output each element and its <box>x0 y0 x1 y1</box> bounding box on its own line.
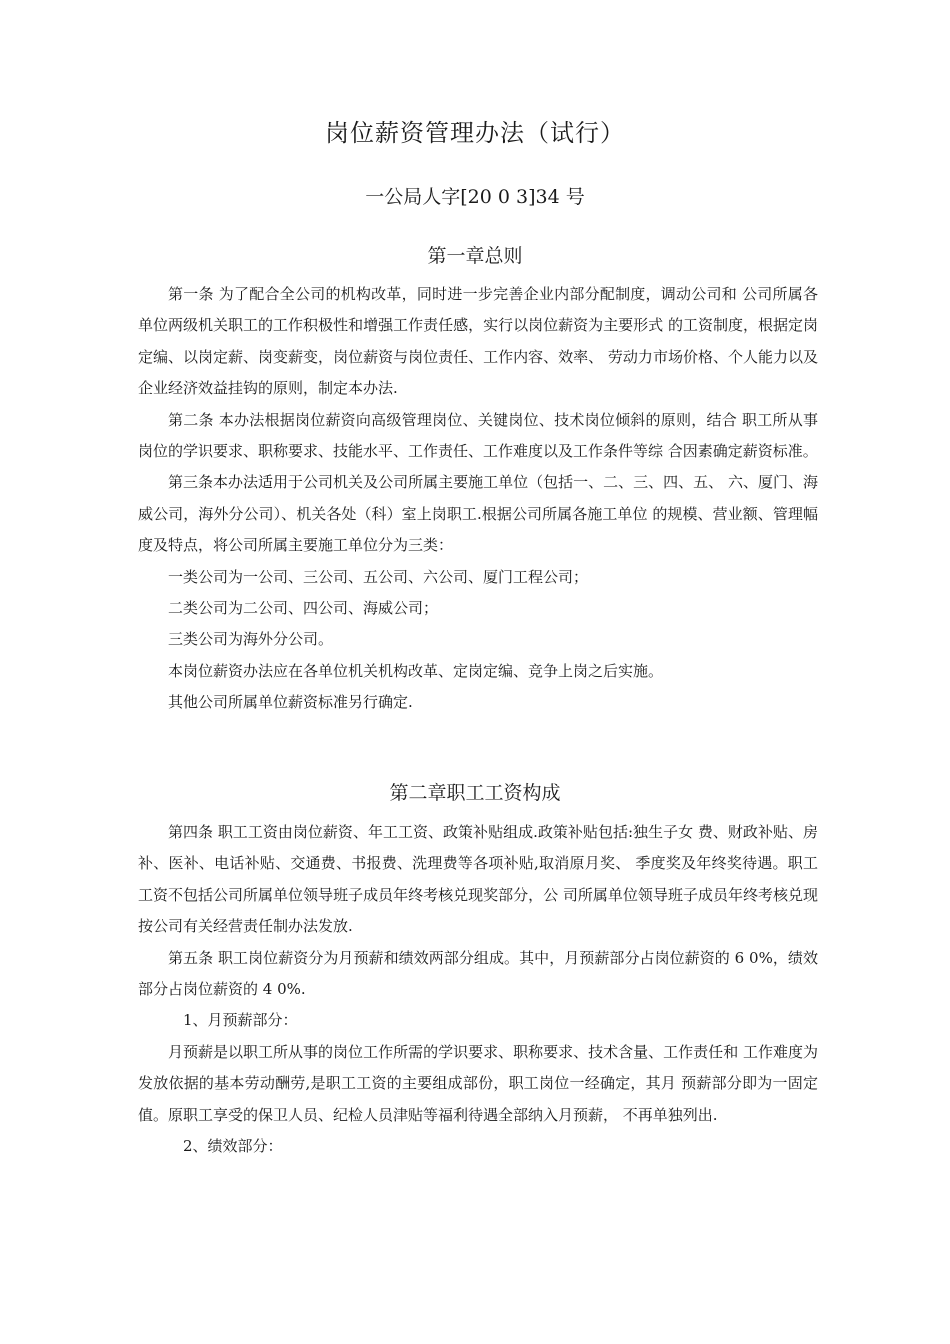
article-paragraph: 第二条 本办法根据岗位薪资向高级管理岗位、关键岗位、技术岗位倾斜的原则，结合 职工所从事岗位的学识要求、职称要求、技能水平、工作责任、工作难度以及工作条件等综 合因素确定薪资标准。 <box>138 410 818 461</box>
document-title: 岗位薪资管理办法（试行） <box>325 119 625 147</box>
paragraph: 本岗位薪资办法应在各单位机关机构改革、定岗定编、竞争上岗之后实施。 <box>168 661 664 680</box>
list-item: 二类公司为二公司、四公司、海威公司； <box>168 599 439 618</box>
paragraph: 其他公司所属单位薪资标准另行确定. <box>168 693 413 712</box>
article-paragraph: 第一条 为了配合全公司的机构改革，同时进一步完善企业内部分配制度，调动公司和 公司所属各单位两级机关职工的工作积极性和增强工作责任感，实行以岗位薪资为主要形式 的工资制度，根据定岗定编、以岗定薪、岗变薪变，岗位薪资与岗位责任、工作内容、效率、 劳动力市场价格、个人能力以及企业经济效益挂钩的原则，制定本办法. <box>138 285 818 398</box>
list-item: 一类公司为一公司、三公司、五公司、六公司、厦门工程公司； <box>168 567 589 586</box>
paragraph: 月预薪是以职工所从事的岗位工作所需的学识要求、职称要求、技术含量、工作责任和 工作难度为发放依据的基本劳动酬劳,是职工工资的主要组成部份，职工岗位一经确定，其月 预薪部分即为一固定值。原职工享受的保卫人员、纪检人员津贴等福利待遇全部纳入月预薪， 不再单独列出. <box>138 1042 818 1124</box>
chapter-body <box>138 817 818 1162</box>
list-item: 三类公司为海外分公司。 <box>168 630 334 649</box>
chapter-heading: 第二章职工工资构成 <box>389 782 561 804</box>
article-paragraph: 第三条本办法适用于公司机关及公司所属主要施工单位（包括一、二、三、四、五、 六、厦门、海威公司，海外分公司）、机关各处（科）室上岗职工.根据公司所属各施工单位 的规模、营业额、管理幅度及特点，将公司所属主要施工单位分为三类： <box>138 473 818 555</box>
document-number: 一公局人字[20 0 3]34 号 <box>365 186 585 208</box>
article-paragraph: 第五条 职工岗位薪资分为月预薪和绩效两部分组成。其中，月预薪部分占岗位薪资的 6 0%，绩效部分占岗位薪资的 4 0%. <box>138 948 818 999</box>
chapter-body <box>138 279 818 719</box>
article-paragraph: 第四条 职工工资由岗位薪资、年工工资、政策补贴组成.政策补贴包括:独生子女 费、财政补贴、房补、医补、电话补贴、交通费、书报费、洗理费等各项补贴,取消原月奖、 季度奖及年终奖待遇。职工工资不包括公司所属单位领导班子成员年终考核兑现奖部分，公 司所属单位领导班子成员年终考核兑现按公司有关经营责任制办法发放. <box>138 823 818 936</box>
chapter-heading: 第一章总则 <box>427 245 523 267</box>
subsection-heading: 2、绩效部分： <box>183 1137 283 1156</box>
subsection-heading: 1、月预薪部分： <box>183 1011 298 1030</box>
